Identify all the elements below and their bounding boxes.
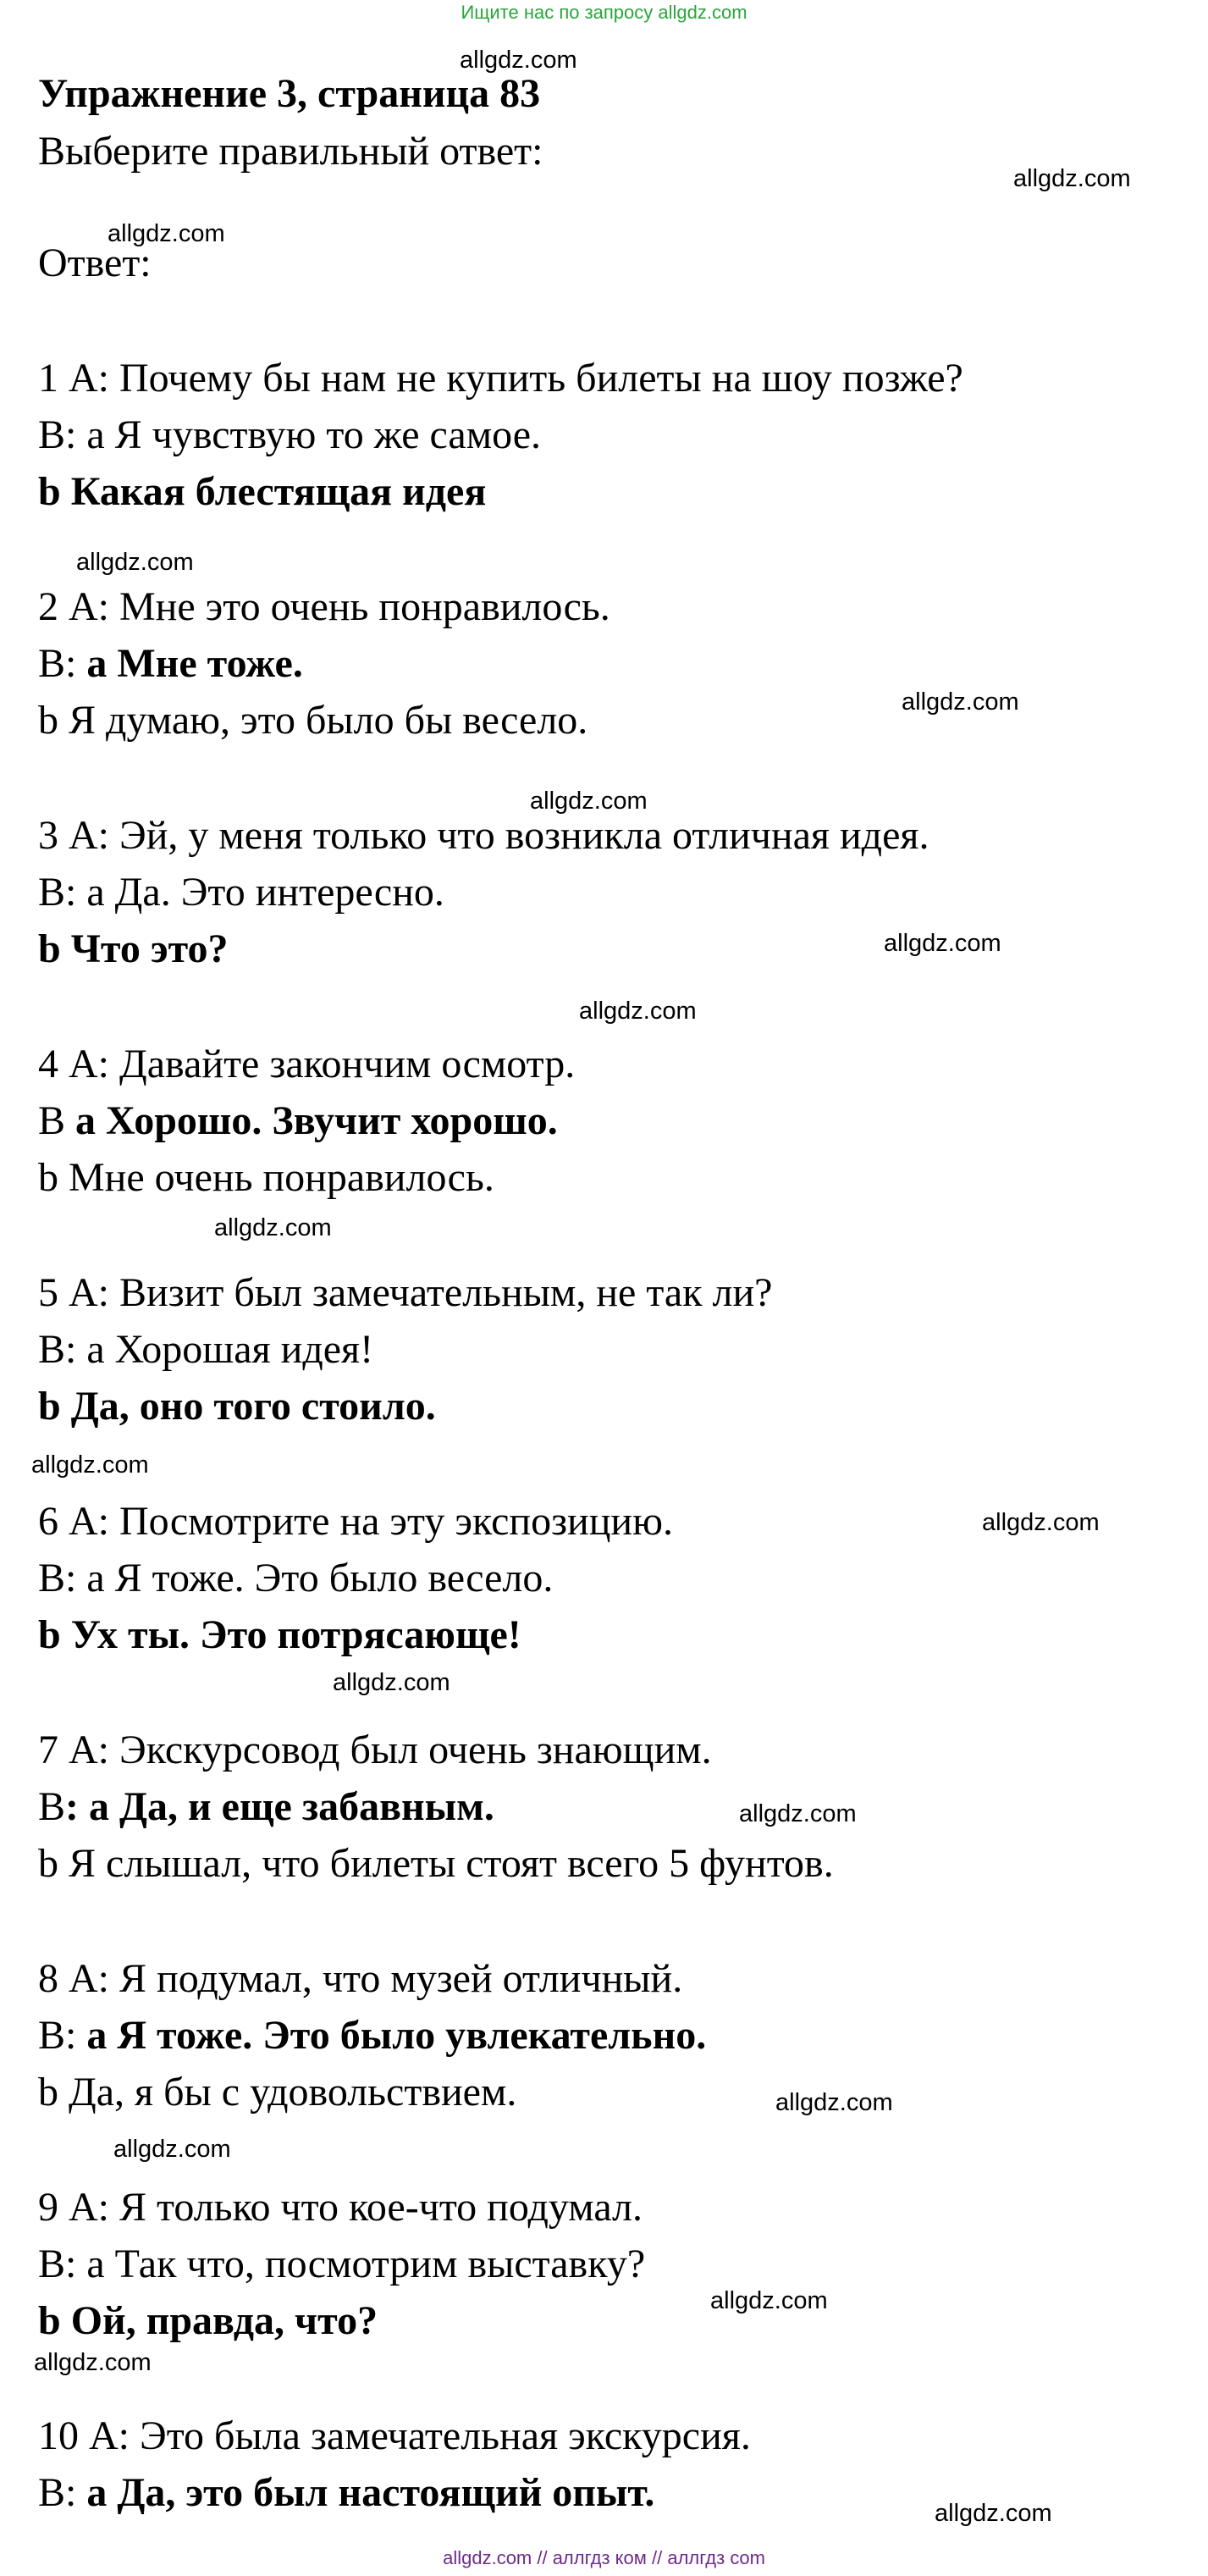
question-2: 2 А: Мне это очень понравилось. bbox=[38, 584, 610, 629]
option-b-8: b Да, я бы с удовольствием. bbox=[38, 2070, 517, 2114]
watermark: allgdz.com bbox=[884, 930, 1001, 957]
option-a-10 bbox=[38, 2468, 654, 2518]
watermark: allgdz.com bbox=[460, 47, 577, 74]
question-6: 6 А: Посмотрите на эту экспозицию. bbox=[38, 1499, 673, 1544]
option-a-6: В: а Я тоже. Это было весело. bbox=[38, 1556, 554, 1600]
watermark: allgdz.com bbox=[775, 2089, 893, 2116]
option-a-4-correct: а Хорошо. Звучит хорошо. bbox=[75, 1098, 558, 1143]
option-a-1: В: а Я чувствую то же самое. bbox=[38, 412, 541, 457]
watermark: allgdz.com bbox=[333, 1669, 450, 1696]
option-a-5: В: а Хорошая идея! bbox=[38, 1327, 374, 1372]
question-4: 4 А: Давайте закончим осмотр. bbox=[38, 1042, 576, 1086]
watermark: allgdz.com bbox=[982, 1509, 1100, 1536]
watermark: allgdz.com bbox=[935, 2500, 1052, 2527]
watermark: allgdz.com bbox=[108, 220, 225, 247]
option-a-10-correct: а Да, это был настоящий опыт. bbox=[86, 2470, 655, 2515]
question-5: 5 А: Визит был замечательным, не так ли? bbox=[38, 1270, 773, 1315]
speaker-b-10: В: bbox=[38, 2470, 87, 2515]
speaker-b-2: В: bbox=[38, 641, 87, 686]
question-7: 7 А: Экскурсовод был очень знающим. bbox=[38, 1727, 712, 1772]
watermark: allgdz.com bbox=[710, 2287, 828, 2314]
option-a-7 bbox=[38, 1783, 494, 1832]
question-10: 10 А: Это была замечательная экскурсия. bbox=[38, 2413, 751, 2458]
option-b-4: b Мне очень понравилось. bbox=[38, 1155, 494, 1200]
question-3: 3 А: Эй, у меня только что возникла отличная идея. bbox=[38, 813, 929, 858]
option-b-1-correct: b Какая блестящая идея bbox=[38, 469, 487, 514]
option-b-6-correct: b Ух ты. Это потрясающе! bbox=[38, 1612, 521, 1657]
watermark: allgdz.com bbox=[214, 1214, 332, 1241]
watermark: allgdz.com bbox=[530, 788, 648, 815]
option-a-4 bbox=[38, 1097, 558, 1146]
instruction-text: Выберите правильный ответ: bbox=[38, 129, 543, 174]
watermark: allgdz.com bbox=[113, 2136, 231, 2163]
speaker-b-4: В bbox=[38, 1098, 76, 1143]
option-b-5-correct: b Да, оно того стоило. bbox=[38, 1384, 436, 1429]
watermark: allgdz.com bbox=[739, 1800, 857, 1827]
top-search-banner[interactable]: Ищите нас по запросу allgdz.com bbox=[461, 2, 747, 23]
page-title: Упражнение 3, страница 83 bbox=[38, 71, 541, 116]
option-a-9: В: а Так что, посмотрим выставку? bbox=[38, 2242, 646, 2286]
watermark: allgdz.com bbox=[1013, 165, 1131, 192]
option-a-2 bbox=[38, 639, 303, 688]
watermark: allgdz.com bbox=[34, 2349, 152, 2376]
watermark: allgdz.com bbox=[76, 549, 194, 576]
option-a-8-correct: а Я тоже. Это было увлекательно. bbox=[86, 2013, 707, 2058]
option-a-7-correct: : а Да, и еще забавным. bbox=[65, 1784, 494, 1829]
question-8: 8 А: Я подумал, что музей отличный. bbox=[38, 1956, 683, 2001]
watermark: allgdz.com bbox=[902, 688, 1019, 716]
option-a-8 bbox=[38, 2011, 706, 2060]
option-a-3: В: а Да. Это интересно. bbox=[38, 870, 444, 915]
answer-label: Ответ: bbox=[38, 240, 152, 285]
option-a-2-correct: а Мне тоже. bbox=[86, 641, 303, 686]
option-b-3-correct: b Что это? bbox=[38, 926, 229, 971]
option-b-2: b Я думаю, это было бы весело. bbox=[38, 698, 588, 743]
option-b-9-correct: b Ой, правда, что? bbox=[38, 2298, 378, 2343]
speaker-b-8: В: bbox=[38, 2013, 87, 2058]
footer-links[interactable]: allgdz.com // аллгдз ком // аллгдз com bbox=[443, 2547, 765, 2568]
question-1: 1 А: Почему бы нам не купить билеты на шоу позже? bbox=[38, 356, 963, 401]
option-b-7: b Я слышал, что билеты стоят всего 5 фунтов. bbox=[38, 1841, 834, 1886]
question-9: 9 А: Я только что кое-что подумал. bbox=[38, 2185, 643, 2230]
speaker-b-7: В bbox=[38, 1784, 66, 1829]
watermark: allgdz.com bbox=[31, 1451, 149, 1479]
watermark: allgdz.com bbox=[579, 998, 697, 1025]
